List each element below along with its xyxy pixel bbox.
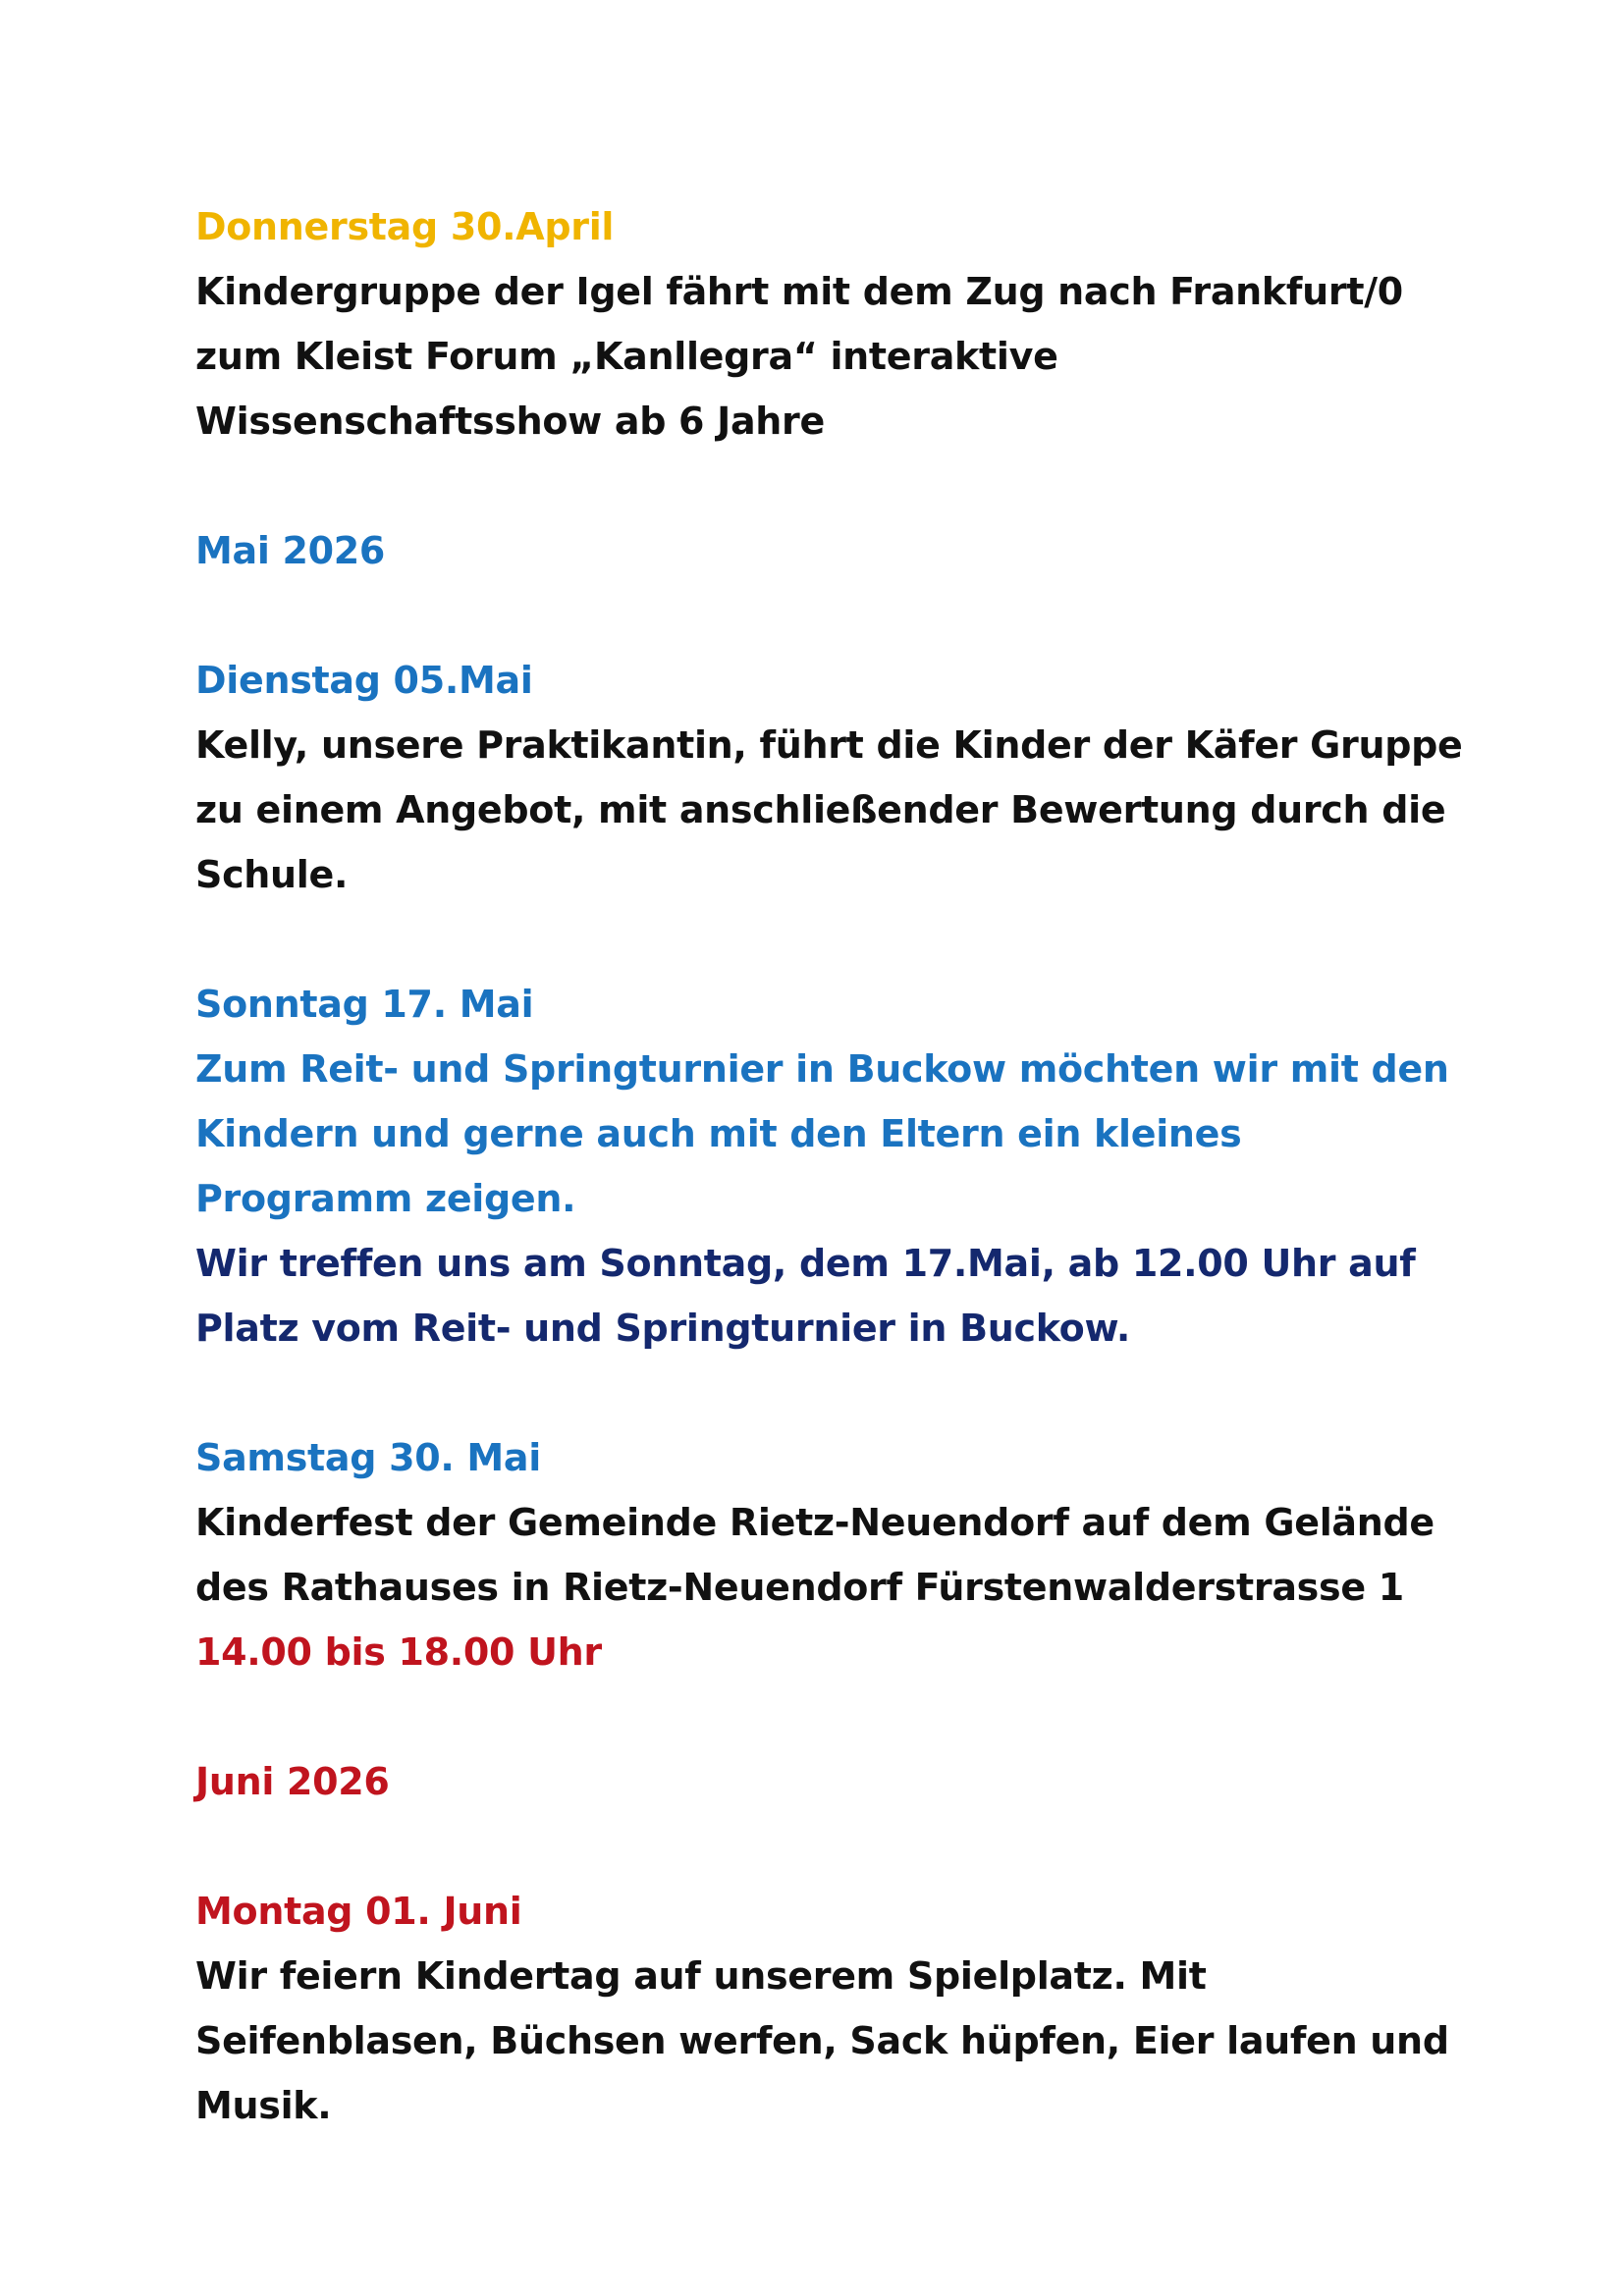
event-april-30 (195, 194, 1511, 454)
event-text-line: Wissenschaftsshow ab 6 Jahre (195, 400, 825, 443)
event-text-line: Zum Reit- und Springturnier in Buckow möchten wir mit den (195, 1047, 1449, 1091)
event-may-30 (195, 1425, 1511, 1684)
event-text-line: Kindern und gerne auch mit den Eltern ein kleines (195, 1112, 1242, 1155)
event-date: Sonntag 17. Mai (195, 983, 534, 1026)
event-text-line: Musik. (195, 2084, 332, 2127)
event-meeting-line: Platz vom Reit- und Springturnier in Buckow. (195, 1307, 1130, 1350)
event-text-line: des Rathauses in Rietz-Neuendorf Fürstenwalderstrasse 1 (195, 1566, 1404, 1609)
spacer (195, 1814, 1511, 1879)
event-meeting-line: Wir treffen uns am Sonntag, dem 17.Mai, ab 12.00 Uhr auf (195, 1242, 1416, 1285)
event-june-01 (195, 1879, 1511, 2138)
event-text-line: Programm zeigen. (195, 1177, 576, 1220)
spacer (195, 1684, 1511, 1749)
spacer (195, 454, 1511, 518)
event-text-line: Seifenblasen, Büchsen werfen, Sack hüpfen, Eier laufen und (195, 2019, 1449, 2062)
event-text-line: Schule. (195, 853, 349, 896)
document-page (195, 194, 1511, 2138)
spacer (195, 907, 1511, 972)
event-may-05 (195, 648, 1511, 907)
event-text-line: Kindergruppe der Igel fährt mit dem Zug nach Frankfurt/0 (195, 270, 1403, 313)
event-text-line: Wir feiern Kindertag auf unserem Spielplatz. Mit (195, 1954, 1207, 1998)
event-text-line: zu einem Angebot, mit anschließender Bewertung durch die (195, 788, 1446, 831)
month-heading-june: Juni 2026 (195, 1760, 390, 1803)
event-may-17 (195, 972, 1511, 1361)
event-text-line: zum Kleist Forum „Kanllegra“ interaktive (195, 335, 1058, 378)
event-date: Montag 01. Juni (195, 1890, 522, 1933)
event-time: 14.00 bis 18.00 Uhr (195, 1630, 602, 1674)
event-date: Dienstag 05.Mai (195, 659, 533, 702)
spacer (195, 583, 1511, 648)
spacer (195, 1361, 1511, 1425)
event-text-line: Kinderfest der Gemeinde Rietz-Neuendorf auf dem Gelände (195, 1501, 1435, 1544)
event-date: Donnerstag 30.April (195, 205, 615, 248)
month-heading-may: Mai 2026 (195, 529, 386, 572)
event-text-line: Kelly, unsere Praktikantin, führt die Kinder der Käfer Gruppe (195, 723, 1463, 767)
event-date: Samstag 30. Mai (195, 1436, 541, 1479)
